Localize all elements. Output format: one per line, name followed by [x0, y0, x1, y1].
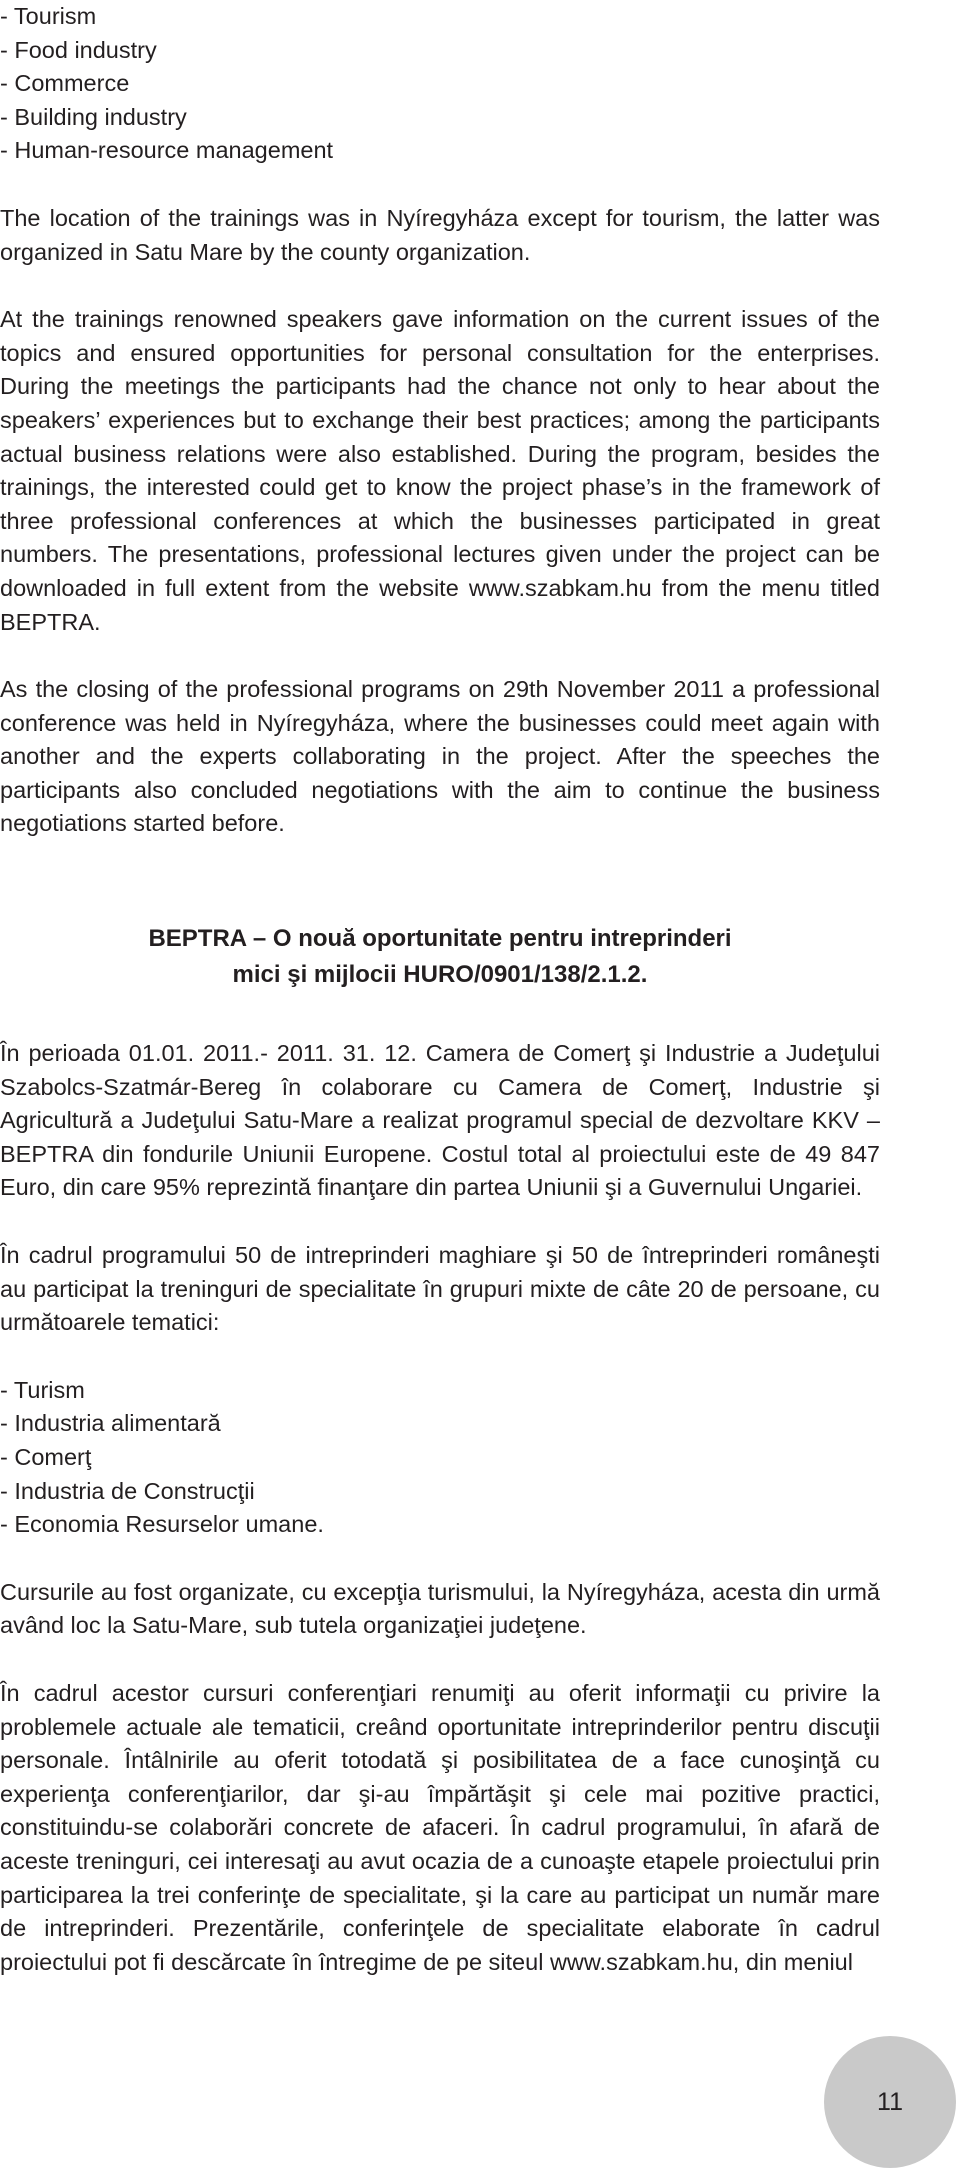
paragraph-closing-conference: As the closing of the professional programs on 29th November 2011 a professional conference was held in Nyíregyháza, where the businesses could meet again with another and the experts collaborating in the project. After the speeches the participants also concluded negotiations with the aim to continue the business negotiations started before. — [0, 676, 880, 837]
list-item: - Economia Resurselor umane. — [0, 1511, 324, 1538]
list-item: - Commerce — [0, 70, 130, 97]
list-item: - Comerţ — [0, 1444, 92, 1470]
paragraph-training-location: The location of the trainings was in Nyíregyháza except for tourism, the latter was organized in Satu Mare by the county organization. — [0, 204, 880, 265]
paragraph-ro-participants: În cadrul programului 50 de intreprinderi maghiare şi 50 de întreprinderi româneşti au participat la treninguri de specialitate în grupuri mixte de câte 20 de persoane, cu următoarele tematici: — [0, 1242, 880, 1336]
list-item: - Turism — [0, 1376, 85, 1403]
page-number-badge — [824, 2036, 956, 2168]
spacer — [0, 1643, 880, 1677]
list-item: - Human-resource management — [0, 137, 334, 164]
topics-list-en — [0, 0, 880, 168]
spacer — [0, 639, 880, 673]
spacer — [0, 1340, 880, 1374]
topics-list-ro — [0, 1374, 880, 1542]
list-item: - Industria alimentară — [0, 1410, 221, 1437]
paragraph-ro-location: Cursurile au fost organizate, cu excepţia turismului, la Nyíregyháza, acesta din urmă având loc la Satu-Mare, sub tutela organizaţiei judeţene. — [0, 1578, 880, 1639]
paragraph-ro-speakers: În cadrul acestor cursuri conferenţiari renumiţi au oferit informaţii cu privire la problemele actuale ale tematicii, creând oportunitate intreprinderilor pentru discuţii personale. Întâlnirile au oferit totodată şi posibilitatea de a face cunoşinţă cu experienţa conferenţiarilor, dar şi-au împărtăşit şi cele mai pozitive practici, constituindu-se colaborări concrete de afaceri. În cadrul programului, în afară de aceste treninguri, cei interesaţi au avut ocazia de a cunoaşte etapele proiectului prin participarea la trei conferinţe de specialitate, şi la care au participat un număr mare de intreprinderi. Prezentările, conferinţele de specialitate elaborate în cadrul proiectului pot fi descărcate în întregime de pe siteul www.szabkam.hu, din meniul — [0, 1679, 880, 1975]
list-item: - Building industry — [0, 103, 187, 130]
spacer — [0, 168, 880, 202]
spacer — [0, 1542, 880, 1576]
list-item: - Tourism — [0, 3, 97, 29]
paragraph-ro-period: În perioada 01.01. 2011.- 2011. 31. 12. Camera de Comerţ şi Industrie a Judeţului Szabolcs-Szatmár-Bereg în colaborare cu Camera de Comerţ, Industrie şi Agricultură a Judeţului Satu-Mare a realizat programul special de dezvoltare KKV – BEPTRA din fondurile Uniunii Europene. Costul total al proiectului este de 49 847 Euro, din care 95% reprezintă finanţare din partea Uniunii şi a Guvernului Ungariei. — [0, 1040, 880, 1201]
page-number: 11 — [877, 2087, 903, 2116]
list-item: - Industria de Construcţii — [0, 1477, 255, 1504]
section-title-line-1: BEPTRA – O nouă oportunitate pentru intreprinderi — [148, 925, 732, 953]
section-title-line-2: mici şi mijlocii HURO/0901/138/2.1.2. — [232, 961, 648, 989]
spacer — [0, 841, 880, 909]
section-title-ro — [0, 909, 880, 1003]
spacer — [0, 269, 880, 303]
list-item: - Food industry — [0, 36, 157, 63]
spacer — [0, 1205, 880, 1239]
spacer — [0, 1003, 880, 1037]
paragraph-training-speakers: At the trainings renowned speakers gave information on the current issues of the topics and ensured opportunities for personal consultation for the enterprises. During the meetings the participants had the chance not only to hear about the speakers’ experiences but to exchange their best practices; among the participants actual business relations were also established. During the program, besides the trainings, the interested could get to know the project phase’s in the framework of three professional conferences at which the businesses participated in great numbers. The presentations, professional lectures given under the project can be downloaded in full extent from the website www.szabkam.hu from the menu titled BEPTRA. — [0, 306, 880, 635]
